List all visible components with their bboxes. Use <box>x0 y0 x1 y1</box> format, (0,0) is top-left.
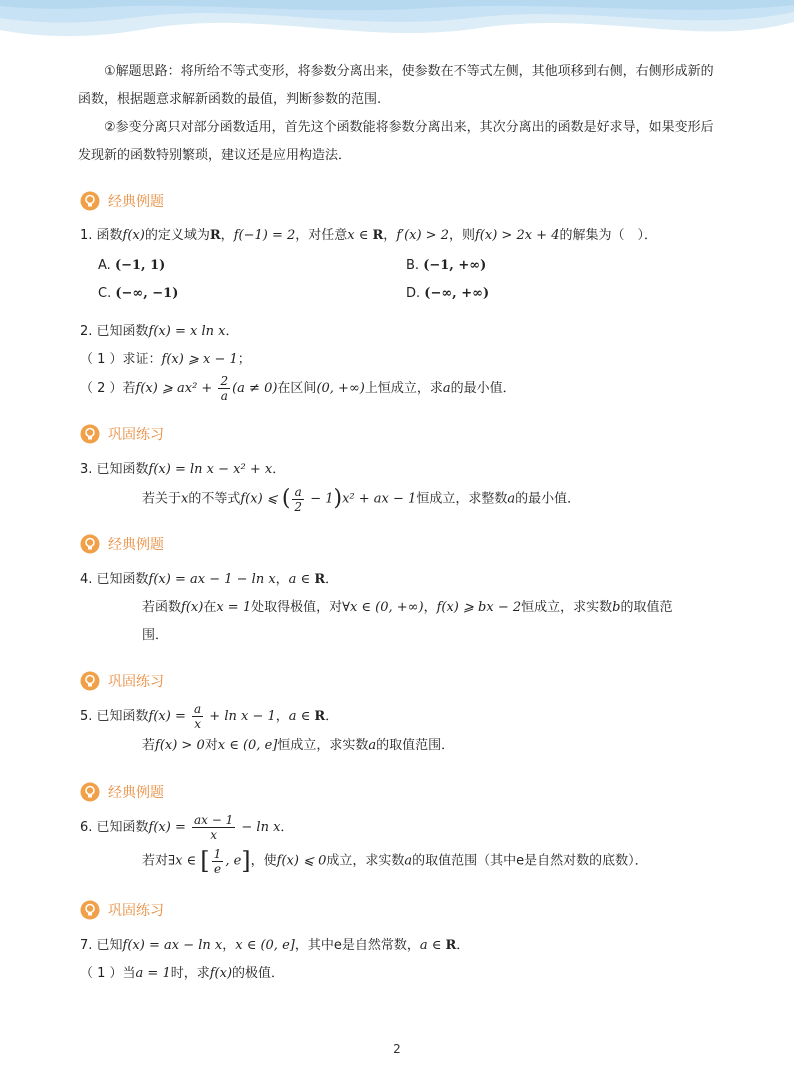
q7-text: ． <box>456 938 470 953</box>
q6-fraction <box>192 813 235 842</box>
q6-math: f(x) ⩽ 0 <box>276 853 327 869</box>
section-heading-label: 经典例题 <box>108 194 164 210</box>
q6-math: a <box>404 853 413 869</box>
section-heading-examples-3 <box>80 781 164 803</box>
q4-math: b <box>612 600 621 615</box>
option-label: B. <box>406 258 420 273</box>
q3-text: ． <box>272 462 286 477</box>
q2-math: f(x) = x ln x <box>148 324 226 339</box>
q3-math: f(x) = ln x − x² + x <box>148 462 273 477</box>
bracket-right: ] <box>241 847 251 875</box>
q7-math: x ∈ (0, e] <box>235 938 295 953</box>
q1-math: f′(x) > 2 <box>396 228 449 243</box>
q5-text: 恒成立，求实数 <box>277 738 369 753</box>
q4-math: x = 1 <box>216 600 252 615</box>
paren-left: ( <box>281 486 291 511</box>
q6-math: − ln x <box>237 820 281 835</box>
section-heading-practice-2 <box>80 670 164 692</box>
fraction-numerator: a <box>194 702 202 716</box>
q1-math: R <box>209 228 221 243</box>
section-heading-practice-3 <box>80 899 164 921</box>
q5-math: R <box>314 709 326 724</box>
q1-math: x ∈ <box>347 228 373 243</box>
q4-math: ∀x ∈ (0, +∞) <box>342 600 424 615</box>
q3-math: a <box>507 491 516 507</box>
option-label: C. <box>98 286 112 301</box>
lightbulb-icon <box>80 671 100 691</box>
q3-math: − 1 <box>306 491 334 507</box>
q2-math: f(x) ⩾ x − 1 <box>161 352 238 367</box>
q4-text: 恒成立，求实数 <box>521 600 613 615</box>
section-heading-label: 巩固练习 <box>108 674 164 690</box>
page-number: 2 <box>393 1042 401 1056</box>
question-1-stem <box>80 226 657 246</box>
fraction-denominator: x <box>210 828 218 842</box>
q7-math: a ∈ <box>419 938 446 953</box>
q4-text: 处取得极值，对 <box>251 600 343 615</box>
q3-fraction <box>292 485 304 514</box>
q1-math: f(x) > 2x + 4 <box>475 228 560 243</box>
q1-text: 1. 函数 <box>80 228 123 243</box>
q6-text: 成立，求实数 <box>326 853 405 869</box>
q2-math: f(x) ⩾ ax² + <box>135 381 217 396</box>
q2-text: ； <box>237 352 251 367</box>
fraction-denominator: x <box>194 717 201 731</box>
question-7-stem <box>80 936 469 956</box>
fraction-numerator: 2 <box>220 374 229 388</box>
question-7-part-1 <box>80 964 284 984</box>
question-4-stem <box>80 570 338 590</box>
question-3-stem <box>80 460 285 480</box>
question-5-condition <box>142 736 454 756</box>
lightbulb-icon <box>80 424 100 444</box>
q4-text: ， <box>423 600 437 615</box>
lightbulb-icon <box>80 782 100 802</box>
q5-text: 若 <box>142 738 156 753</box>
q1-math: f(x) <box>122 228 145 243</box>
q2-text: ． <box>225 324 239 339</box>
q7-math: R <box>445 938 457 953</box>
q4-math: a ∈ <box>288 572 315 587</box>
q5-math: a ∈ <box>288 709 315 724</box>
question-4-condition <box>142 598 672 618</box>
option-label: D. <box>406 286 421 301</box>
question-1-option-a <box>98 256 165 276</box>
q4-text: 的取值范 <box>620 600 673 615</box>
q4-math: R <box>314 572 326 587</box>
q6-math: f(x) = <box>148 820 190 835</box>
q2-text: （ 2 ）若 <box>80 381 136 396</box>
q4-text: 在 <box>203 600 217 615</box>
q4-text: ， <box>275 572 289 587</box>
section-heading-practice-1 <box>80 423 164 445</box>
q7-text: 的极值． <box>232 966 285 981</box>
q6-text: 6. 已知函数 <box>80 820 149 835</box>
question-1-option-c <box>98 284 178 304</box>
q5-fraction <box>192 702 203 731</box>
q3-math: f(x) ⩽ <box>240 491 282 507</box>
section-heading-label: 经典例题 <box>108 785 164 801</box>
q6-math: ∃x ∈ <box>168 853 201 869</box>
q1-text: ， <box>383 228 397 243</box>
q5-text: 5. 已知函数 <box>80 709 149 724</box>
q4-text: ． <box>325 572 339 587</box>
q2-math: a <box>442 381 451 396</box>
q5-text: 对 <box>204 738 218 753</box>
q3-math: x <box>181 491 189 507</box>
question-6-condition <box>142 843 648 880</box>
section-heading-label: 巩固练习 <box>108 427 164 443</box>
fraction-denominator: 2 <box>294 499 303 514</box>
q2-text: 2. 已知函数 <box>80 324 149 339</box>
option-label: A. <box>98 258 111 273</box>
q2-text: 的最小值． <box>450 381 516 396</box>
q5-math: + ln x − 1 <box>205 709 276 724</box>
q1-math: R <box>372 228 384 243</box>
q3-text: 若关于 <box>142 491 182 507</box>
fraction-numerator: a <box>292 485 304 500</box>
fraction-numerator: 1 <box>213 846 222 861</box>
q6-text: 若对 <box>142 853 169 869</box>
q6-text: ，使 <box>250 853 277 869</box>
option-value: (−∞, −1) <box>115 286 179 301</box>
q3-text: 3. 已知函数 <box>80 462 149 477</box>
q2-text: （ 1 ）求证： <box>80 352 162 367</box>
fraction-denominator: e <box>213 861 222 876</box>
option-value: (−1, 1) <box>114 258 166 273</box>
q5-text: 的取值范围． <box>376 738 455 753</box>
section-heading-label: 巩固练习 <box>108 903 164 919</box>
q7-text: （ 1 ）当 <box>80 966 136 981</box>
section-heading-examples-2 <box>80 533 164 555</box>
intro-paragraph-2: ②参变分离只对部分函数适用，首先这个函数能将参数分离出来，其次分离出的函数是好求导，如果变形后发现新的函数特别繁琐，建议还是应用构造法． <box>78 120 714 163</box>
question-6-stem <box>80 811 293 845</box>
q1-text: 的定义域为 <box>144 228 210 243</box>
q1-math: f(−1) = 2 <box>233 228 296 243</box>
q4-text: 若函数 <box>142 600 182 615</box>
paren-right: ) <box>333 486 343 511</box>
question-1-option-b <box>406 256 486 276</box>
q1-text: ， <box>220 228 234 243</box>
q6-math: , e <box>225 853 242 869</box>
header-wave-decoration <box>0 0 794 60</box>
q5-math: x ∈ (0, e] <box>217 738 278 753</box>
q1-text: 的解集为（ ）． <box>559 228 657 243</box>
q6-fraction-2 <box>212 847 224 876</box>
q7-math: f(x) = ax − ln x <box>122 938 223 953</box>
fraction-numerator: ax − 1 <box>194 813 234 827</box>
q4-math: f(x) <box>181 600 204 615</box>
question-5-stem <box>80 700 338 734</box>
lightbulb-icon <box>80 534 100 554</box>
q2-math: (0, +∞) <box>316 381 365 396</box>
q5-math: f(x) > 0 <box>155 738 205 753</box>
q5-text: ． <box>325 709 339 724</box>
q7-math: a = 1 <box>135 966 171 981</box>
q2-text: 在区间 <box>277 381 317 396</box>
q3-math: x² + ax − 1 <box>342 491 417 507</box>
q2-text: 上恒成立，求 <box>364 381 443 396</box>
q5-text: ， <box>275 709 289 724</box>
q1-text: ，则 <box>448 228 475 243</box>
section-heading-examples-1 <box>80 190 164 212</box>
q3-text: 恒成立，求整数 <box>416 491 508 507</box>
q3-text: 的不等式 <box>188 491 241 507</box>
bracket-left: [ <box>200 847 210 875</box>
question-2-stem <box>80 322 238 342</box>
q6-text: 的取值范围（其中e是自然对数的底数）． <box>412 853 648 869</box>
q7-text: ， <box>222 938 236 953</box>
fraction-denominator: a <box>220 389 228 403</box>
question-2-part-2 <box>80 372 516 406</box>
lightbulb-icon <box>80 191 100 211</box>
q4-math: f(x) ⩾ bx − 2 <box>436 600 522 615</box>
q6-text: ． <box>280 820 294 835</box>
option-value: (−∞, +∞) <box>424 286 490 301</box>
q5-math: f(x) = <box>148 709 190 724</box>
q1-text: ，对任意 <box>295 228 348 243</box>
question-1-option-d <box>406 284 489 304</box>
section-heading-label: 经典例题 <box>108 537 164 553</box>
q3-text: 的最小值． <box>515 491 581 507</box>
q5-math: a <box>368 738 377 753</box>
question-3-condition <box>142 482 580 517</box>
q2-fraction <box>218 374 230 403</box>
q7-text: 时，求 <box>170 966 210 981</box>
q7-math: f(x) <box>209 966 233 981</box>
option-value: (−1, +∞) <box>423 258 487 273</box>
lightbulb-icon <box>80 900 100 920</box>
q4-math: f(x) = ax − 1 − ln x <box>148 572 276 587</box>
q4-text: 4. 已知函数 <box>80 572 149 587</box>
intro-paragraph-1: ①解题思路：将所给不等式变形，将参数分离出来，使参数在不等式左侧，其他项移到右侧，右侧形成新的函数，根据题意求解新函数的最值，判断参数的范围. <box>78 64 714 107</box>
q2-math: (a ≠ 0) <box>232 381 278 396</box>
question-4-condition-cont: 围． <box>142 628 169 643</box>
q7-text: ，其中e是自然常数， <box>294 938 420 953</box>
q7-text: 7. 已知 <box>80 938 123 953</box>
question-2-part-1 <box>80 350 251 370</box>
